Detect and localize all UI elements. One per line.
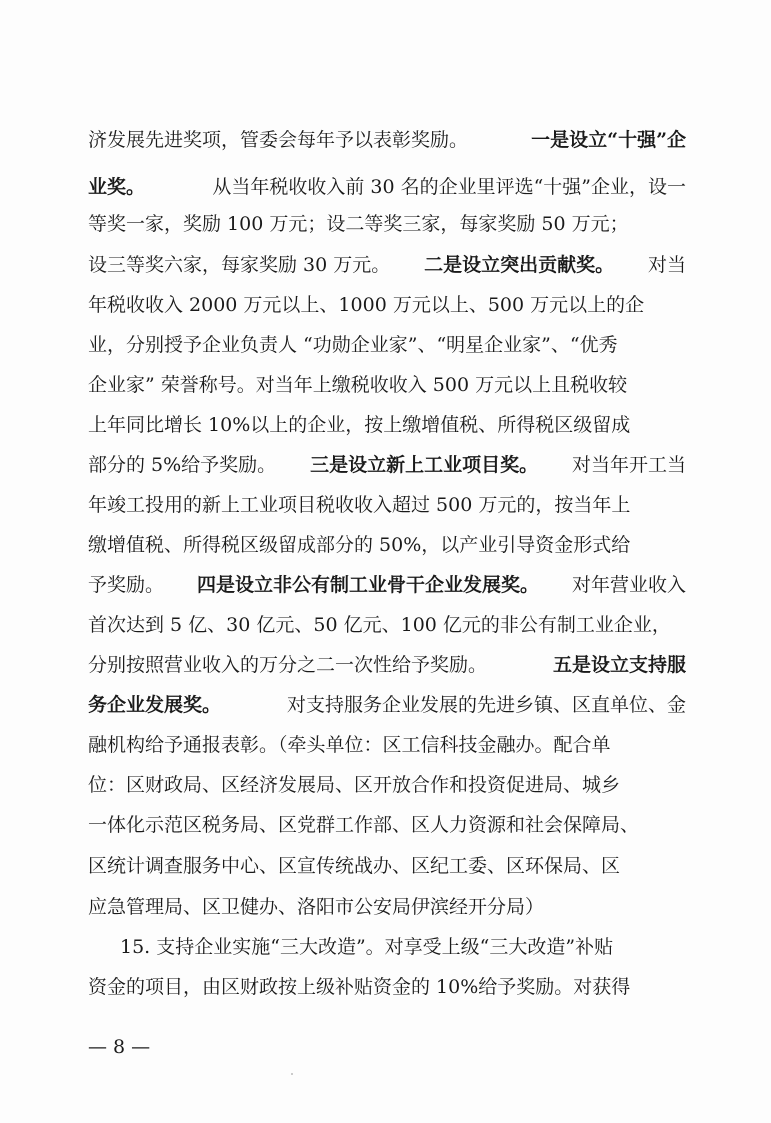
text-line xyxy=(88,126,686,154)
text-line xyxy=(88,571,686,599)
text-line xyxy=(88,731,686,759)
text-segment: 一体化示范区税务局、区党群工作部、区人力资源和社会保障局、 xyxy=(88,814,640,836)
text-line xyxy=(88,691,686,719)
text-segment: 应急管理局、区卫健办、洛阳市公安局伊滨经开分局） xyxy=(88,896,545,918)
text-segment: 等奖一家，奖励 100 万元；设二等奖三家，每家奖励 50 万元； xyxy=(88,213,629,235)
text-segment: 设三等奖六家，每家奖励 30 万元。 xyxy=(88,254,391,276)
text-line xyxy=(88,852,686,880)
bold-text-segment: 四是设立非公有制工业骨干企业发展奖。 xyxy=(196,574,539,596)
text-segment: 分别按照营业收入的万分之二一次性给予奖励。 xyxy=(88,654,488,676)
text-line xyxy=(88,531,686,559)
text-segment: 对当 xyxy=(647,254,686,276)
text-segment: 资金的项目，由区财政按上级补贴资金的 10%给予奖励。对获得 xyxy=(88,976,631,998)
bold-text-segment: 三是设立新上工业项目奖。 xyxy=(310,454,539,476)
text-line xyxy=(88,811,686,839)
text-line xyxy=(88,651,686,679)
bold-text-segment: 一是设立“十强”企 xyxy=(531,129,686,151)
text-segment: 对支持服务企业发展的先进乡镇、区直单位、金 xyxy=(286,694,686,716)
text-segment: 业，分别授予企业负责人 “功勋企业家”、“明星企业家”、“优秀 xyxy=(88,334,618,356)
text-segment: 从当年税收收入前 30 名的企业里评选“十强”企业，设一 xyxy=(212,176,686,198)
text-line xyxy=(88,771,686,799)
text-line xyxy=(88,973,686,1001)
text-segment: 融机构给予通报表彰。（牵头单位：区工信科技金融办。配合单 xyxy=(88,734,611,756)
text-segment: 15. 支持企业实施“三大改造”。对享受上级“三大改造”补贴 xyxy=(120,936,614,958)
text-segment: 企业家” 荣誉称号。对当年上缴税收收入 500 万元以上且税收较 xyxy=(88,374,628,396)
text-line xyxy=(88,451,686,479)
bold-text-segment: 二是设立突出贡献奖。 xyxy=(424,254,615,276)
text-line xyxy=(88,611,686,639)
text-segment: 区统计调查服务中心、区宣传统战办、区纪工委、区环保局、区 xyxy=(88,855,621,877)
text-segment: 上年同比增长 10%以上的企业，按上缴增值税、所得税区级留成 xyxy=(88,414,631,436)
text-line xyxy=(120,933,686,961)
text-line xyxy=(88,491,686,519)
text-segment: 对年营业收入 xyxy=(571,574,686,596)
bold-text-segment: 务企业发展奖。 xyxy=(88,694,222,716)
text-line xyxy=(88,251,686,279)
text-segment: 部分的 5%给予奖励。 xyxy=(88,454,277,476)
text-segment: 济发展先进奖项，管委会每年予以表彰奖励。 xyxy=(88,129,469,151)
text-line xyxy=(88,893,686,921)
text-segment: 予奖励。 xyxy=(88,574,165,596)
text-line xyxy=(88,173,686,201)
text-line xyxy=(88,371,686,399)
text-segment: 对当年开工当 xyxy=(571,454,686,476)
text-line xyxy=(88,331,686,359)
bold-text-segment: 五是设立支持服 xyxy=(552,654,686,676)
text-segment: 首次达到 5 亿、30 亿元、50 亿元、100 亿元的非公有制工业企业， xyxy=(88,614,671,636)
page-number: — 8 — xyxy=(88,1036,151,1058)
bold-text-segment: 业奖。 xyxy=(88,176,146,198)
text-segment: 年税收收入 2000 万元以上、1000 万元以上、500 万元以上的企 xyxy=(88,294,645,316)
text-segment: 缴增值税、所得税区级留成部分的 50%，以产业引导资金形式给 xyxy=(88,534,631,556)
text-line xyxy=(88,411,686,439)
text-line xyxy=(88,291,686,319)
text-line xyxy=(88,210,686,238)
text-segment: 年竣工投用的新上工业项目税收收入超过 500 万元的，按当年上 xyxy=(88,494,631,516)
text-segment: 位：区财政局、区经济发展局、区开放合作和投资促进局、城乡 xyxy=(88,774,621,796)
scan-speck xyxy=(291,1073,293,1075)
